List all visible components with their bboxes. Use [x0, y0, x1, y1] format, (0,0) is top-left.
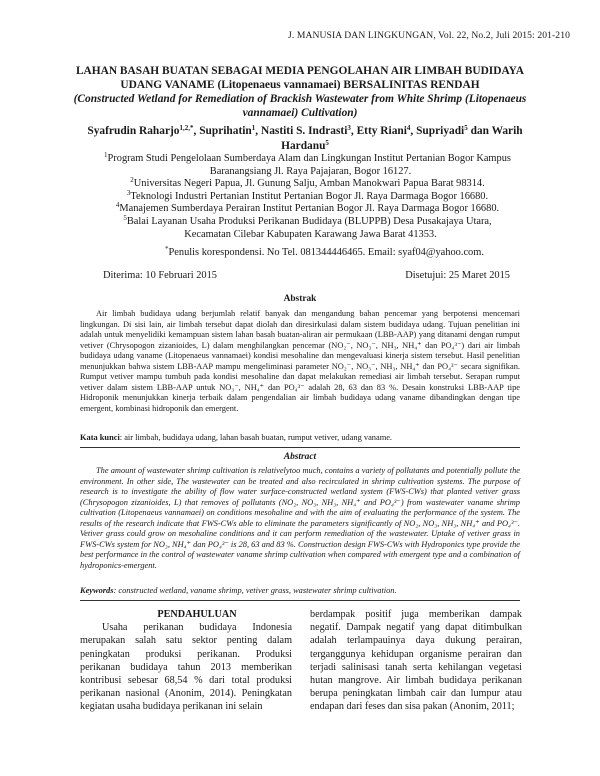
affiliation-number: 1 [104, 151, 108, 159]
corresponding-text: Penulis korespondensi. No Tel. 081344446465. Email: syaf04@yahoo.com. [168, 247, 484, 258]
title-block [70, 64, 530, 120]
author-name: Suprihatin [199, 125, 252, 137]
author-affiliation-mark: 4 [406, 124, 411, 132]
accepted-date: Disetujui: 25 Maret 2015 [405, 270, 510, 281]
article-title: LAHAN BASAH BUATAN SEBAGAI MEDIA PENGOLAHAN AIR LIMBAH BUDIDAYA UDANG VANAME (Litopenaeus vannamaei) BERSALINITAS RENDAH [75, 65, 525, 91]
body-left-column [80, 608, 292, 714]
abstrak-heading: Abstrak [283, 294, 317, 304]
author-affiliation-mark: 1 [251, 124, 256, 132]
author-name: Syafrudin Raharjo [87, 125, 180, 137]
affiliation-number: 5 [123, 213, 127, 222]
affiliation-number: 2 [130, 176, 134, 185]
abstract-text: The amount of wastewater shrimp cultivation is relativelytoo much, contains a variety of pollutants and potentially pollute the environment. In other side, The wastewater can be treated and also recirculated in shrimp cultivation systems. The purpose of research is to investigate the ability of flow water surface-constructed wetland system (FWS-CWs) that planted vetiver grass (Chrysopogon zizanioides, L) that removes of pollutants (NO₂, NO₃, NH₃, NH₄⁺ and PO₄³⁻) from wastewater vaname shrimp cultivation (Litopenaeus vannamaei) on conditions mesohaline and with the aim of evaluating the performance of the system. The results of the research indicate that FWS-CWs able to eliminate the parameters significantly of NO₂, NO₃, NH₃, NH₄⁺ and PO₄³⁻. Vetiver grass could grow on mesohaline conditions and it can perform remediation of the wastewater. Uptake of vetiver grass in FWS-CWs system for NO₃, NH₄⁺ dan PO₄³⁻ is 28, 63 and 83 %. Construction design FWS-CWs with Hydroponics type provide the best performance in the control of wastewater vaname shrimp cultivation when compared with emergent type and a combination of hydroponics-emergent. [80, 466, 520, 570]
received-date: Diterima: 10 Februari 2015 [103, 270, 217, 281]
affiliation [100, 203, 515, 216]
affiliation-text: Balai Layanan Usaha Produksi Perikanan Budidaya (BLUPPB) Desa Pusakajaya Utara, Kecamatan Cilebar Kabupaten Karawang Jawa Barat 41353. [126, 215, 492, 240]
body-right-column [310, 608, 522, 714]
body-paragraph: Usaha perikanan budidaya Indonesia merupakan salah satu sektor penting dalam peningkatan produksi perikanan. Produksi perikanan budidaya tahun 2013 memberikan kontribusi sebesar 68,54 % dari total produksi perikanan nasional (Anonim, 2014). Peningkatan kegiatan usaha budidaya perikanan ini selain [80, 622, 292, 713]
kata-kunci-text: : air limbah, budidaya udang, lahan basah buatan, rumput vetiver, udang vaname. [119, 433, 393, 442]
author-separator: dan [467, 125, 492, 137]
author-separator: , [410, 125, 417, 137]
divider-rule [80, 447, 520, 448]
kata-kunci-label: Kata kunci [80, 433, 120, 442]
author-affiliation-mark: 5 [464, 124, 468, 132]
affiliation-text: Program Studi Pengelolaan Sumberdaya Alam dan Lingkungan Institut Pertanian Bogor Kampus Baranangsiang Jl. Raya Pajajaran, Bogor 16127. [107, 153, 511, 177]
kata-kunci [80, 433, 520, 444]
keywords-text: : constructed wetland, vaname shrimp, vetiver grass, wastewater shrimp cultivation. [113, 586, 397, 595]
body-paragraph: berdampak positif juga memberikan dampak negatif. Dampak negatif yang dapat ditimbulkan adalah terlampauinya daya dukung perairan, terganggunya kehidupan organisme perairan dan terjadi salinisasi tanah serta kehilangan vegetasi hutan mangrove. Air limbah budidaya perikanan berupa peningkatan limbah cair dan lumpur atau endapan dari feses dan sisa pakan (Anonim, 2011; [310, 609, 522, 713]
abstrak-text: Air limbah budidaya udang berjumlah relatif banyak dan mengandung bahan pencemar yang berpotensi mencemari lingkungan. Di sisi lain, air limbah tersebut dapat diolah dan diresirkulasi dalam sistem budidaya udang. Tujuan penelitian ini adalah untuk menyelidiki kemampuan sistem lahan basah buatan-aliran air permukaan (LBB-AAP) yang ditanami dengan rumput vetiver (Chrysopogon zizanioides, L) dalam menghilangkan pencemar (NO₂⁻, NO₃⁻, NH₃, NH₄⁺ dan PO₄³⁻) dari air limbah budidaya udang vaname (Litopenaeus vannamaei) kondisi mesohaline dan mengevaluasi kinerja sistem tersebut. Hasil penelitian menunjukkan bahwa sistem LBB-AAP mampu mengeliminasi parameter NO₂⁻, NO₃⁻, NH₃, NH₄⁺ dan PO₄³⁻ secara signifikan. Rumput vetiver mampu tumbuh pada kondisi mesohaline dan dapat melakukan remediasi air limbah tersebut. Serapan rumput vetiver dalam sistem LBB-AAP untuk NO₃⁻, NH₄⁺ dan PO₄³⁻ adalah 28, 63 dan 83 %. Desain konstruksi LBB-AAP tipe Hidroponik menunjukkan kinerja terbaik dalam pengendalian air limbah budidaya udang vaname dibandingkan dengan tipe emergent, kombinasi hidroponik dan emergent. [80, 309, 520, 413]
author-name: Warih Hardanu [281, 125, 523, 152]
author-affiliation-mark: 1,2,* [179, 124, 194, 132]
author-affiliation-mark: 5 [325, 139, 329, 147]
divider-rule [80, 600, 520, 601]
author-name: Supriyadi [416, 125, 465, 137]
affiliation [100, 213, 515, 241]
author-name: Etty Riani [356, 125, 407, 137]
affiliation-text: Universitas Negeri Papua, Jl. Gunung Salju, Amban Manokwari Papua Barat 98314. [133, 178, 485, 190]
keywords-label: Keywords [80, 586, 114, 595]
article-title-english: (Constructed Wetland for Remediation of Brackish Wastewater from White Shrimp (Litopenaeus vannamaei) Cultivation) [73, 93, 527, 119]
affiliation [100, 188, 515, 204]
affiliation-number: 3 [126, 188, 131, 197]
keywords [80, 586, 520, 597]
author-name: Nastiti S. Indrasti [260, 125, 348, 137]
author-separator: , [350, 125, 357, 137]
affiliation-text: Teknologi Industri Pertanian Institut Pertanian Bogor Jl. Raya Darmaga Bogor 16680. [130, 190, 489, 202]
author-separator: , [255, 125, 261, 137]
corresponding-mark: * [165, 245, 169, 253]
abstract-heading: Abstract [283, 452, 317, 462]
running-header: J. MANUSIA DAN LINGKUNGAN, Vol. 22, No.2, Juli 2015: 201-210 [287, 30, 570, 41]
affiliation [100, 178, 515, 191]
author-affiliation-mark: 3 [347, 124, 351, 132]
article-dates [103, 270, 510, 281]
author-separator: , [193, 125, 200, 137]
affiliation [100, 153, 515, 178]
author-list [80, 124, 530, 154]
section-heading: PENDAHULUAN [157, 609, 237, 620]
corresponding-author [165, 247, 484, 258]
affiliation-number: 4 [115, 201, 120, 210]
affiliation-list [100, 153, 515, 241]
affiliation-text: Manajemen Sumberdaya Perairan Institut Pertanian Bogor Jl. Raya Darmaga Bogor 16680. [119, 203, 500, 215]
